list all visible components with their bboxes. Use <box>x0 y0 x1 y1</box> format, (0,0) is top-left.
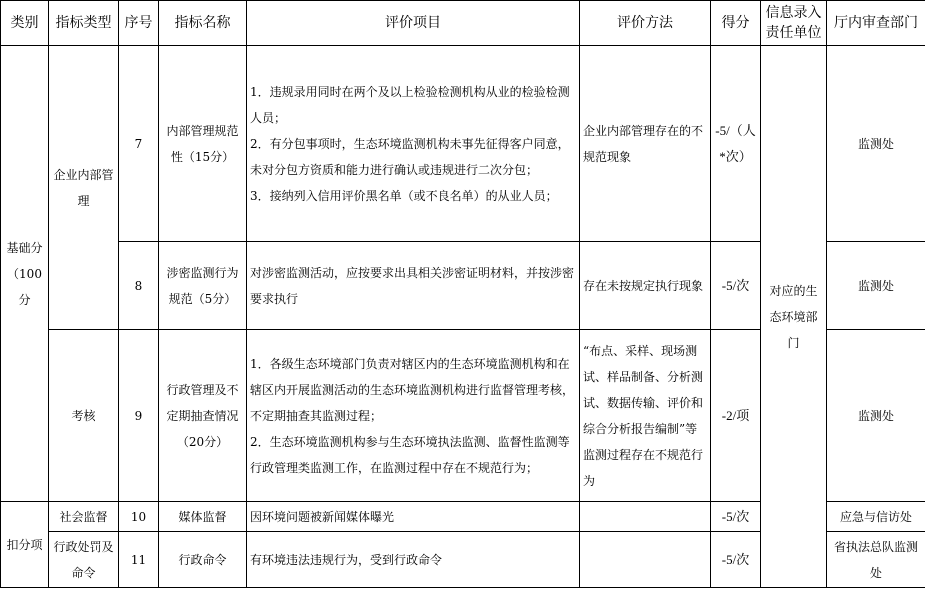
header-responsible-unit: 信息录入责任单位 <box>761 1 827 46</box>
score-cell: -2/项 <box>711 330 761 502</box>
indicator-name-cell: 涉密监测行为规范（5分） <box>159 242 247 330</box>
evaluation-method-cell: 存在未按规定执行现象 <box>580 242 711 330</box>
evaluation-item-cell <box>247 502 580 532</box>
review-dept-cell: 监测处 <box>827 46 925 242</box>
indicator-name-cell: 内部管理规范性（15分） <box>159 46 247 242</box>
evaluation-item-text: 1．各级生态环境部门负责对辖区内的生态环境监测机构和在辖区内开展监测活动的生态环境监测机构进行监督管理考核，不定期抽查其监测过程； <box>250 356 575 423</box>
header-review-dept: 厅内审查部门 <box>827 1 925 46</box>
evaluation-method-cell: 企业内部管理存在的不规范现象 <box>580 46 711 242</box>
header-score: 得分 <box>711 1 761 46</box>
seq-cell: 8 <box>119 242 159 330</box>
header-indicator-name: 指标名称 <box>159 1 247 46</box>
indicator-name-cell: 行政命令 <box>159 532 247 588</box>
header-evaluation-method: 评价方法 <box>580 1 711 46</box>
category-basic: 基础分（100分 <box>1 46 49 502</box>
evaluation-item-text: 2．有分包事项时，生态环境监测机构未事先征得客户同意，未对分包方资质和能力进行确认或违规进行二次分包； <box>250 136 570 177</box>
header-row <box>1 1 925 46</box>
evaluation-method-cell: “布点、采样、现场测试、样品制备、分析测试、数据传输、评价和综合分析报告编制”等监测过程存在不规范行为 <box>580 330 711 502</box>
header-seq: 序号 <box>119 1 159 46</box>
seq-cell: 11 <box>119 532 159 588</box>
header-indicator-type: 指标类型 <box>49 1 119 46</box>
seq-cell: 9 <box>119 330 159 502</box>
score-cell: -5/（人*次） <box>711 46 761 242</box>
evaluation-item-text: 1．违规录用同时在两个及以上检验检测机构从业的检验检测人员； <box>250 84 570 125</box>
evaluation-item-cell <box>247 330 580 502</box>
evaluation-item-text: 3．接纳列入信用评价黑名单（或不良名单）的从业人员； <box>250 188 558 203</box>
seq-cell: 10 <box>119 502 159 532</box>
review-dept-cell: 省执法总队监测处 <box>827 532 925 588</box>
category-deduction: 扣分项 <box>1 502 49 588</box>
score-cell: -5/次 <box>711 532 761 588</box>
indicator-type-social: 社会监督 <box>49 502 119 532</box>
evaluation-method-cell <box>580 532 711 588</box>
review-dept-cell: 监测处 <box>827 330 925 502</box>
evaluation-method-cell <box>580 502 711 532</box>
evaluation-item-cell <box>247 532 580 588</box>
seq-cell: 7 <box>119 46 159 242</box>
indicator-name-cell: 行政管理及不定期抽查情况（20分） <box>159 330 247 502</box>
evaluation-item-cell <box>247 46 580 242</box>
review-dept-cell: 应急与信访处 <box>827 502 925 532</box>
indicator-name-cell: 媒体监督 <box>159 502 247 532</box>
header-evaluation-item: 评价项目 <box>247 1 580 46</box>
table-row <box>1 46 925 242</box>
score-cell: -5/次 <box>711 242 761 330</box>
evaluation-item-text: 因环境问题被新闻媒体曝光 <box>250 509 395 524</box>
indicator-type-admin: 行政处罚及命令 <box>49 532 119 588</box>
indicator-type-internal: 企业内部管理 <box>49 46 119 330</box>
indicator-type-assessment: 考核 <box>49 330 119 502</box>
evaluation-item-text: 2．生态环境监测机构参与生态环境执法监测、监督性监测等行政管理类监测工作，在监测过程中存在不规范行为； <box>250 434 570 475</box>
evaluation-item-cell <box>247 242 580 330</box>
responsible-unit-cell: 对应的生态环境部门 <box>761 46 827 588</box>
header-category: 类别 <box>1 1 49 46</box>
evaluation-item-text: 对涉密监测活动，应按要求出具相关涉密证明材料，并按涉密要求执行 <box>250 265 575 306</box>
score-cell: -5/次 <box>711 502 761 532</box>
review-dept-cell: 监测处 <box>827 242 925 330</box>
evaluation-item-text: 有环境违法违规行为，受到行政命令 <box>250 552 443 567</box>
